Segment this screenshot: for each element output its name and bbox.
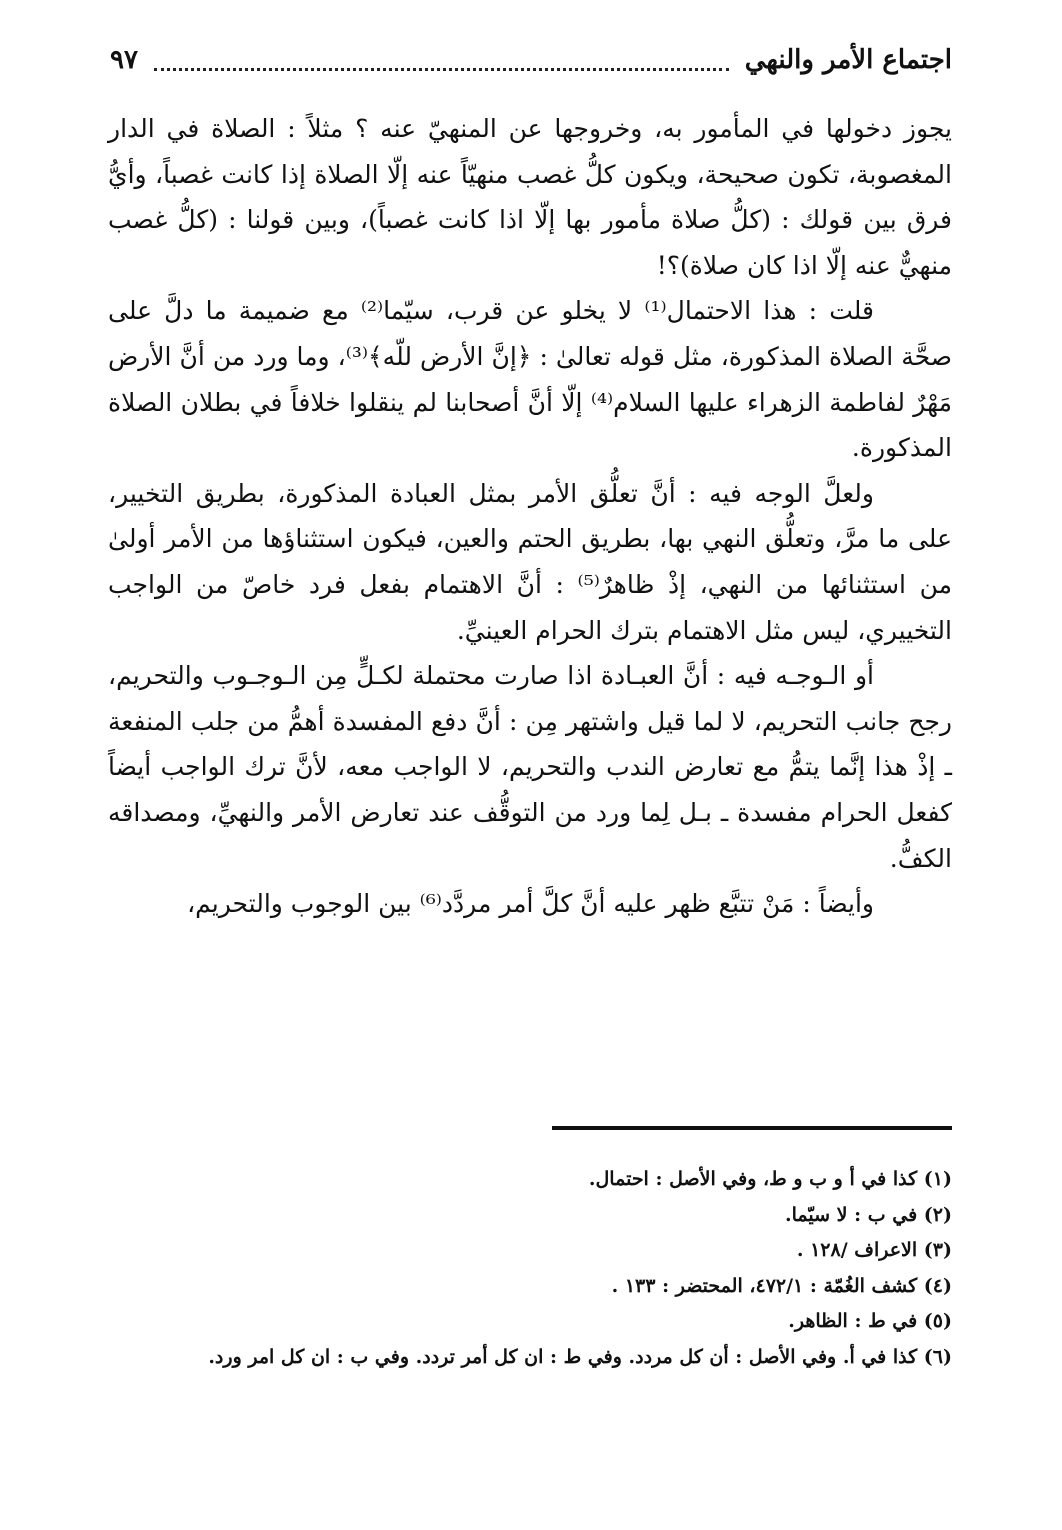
running-title: اجتماع الأمر والنهي xyxy=(744,45,952,75)
paragraph: أو الـوجـه فيه : أنَّ العبـادة اذا صارت محتملة لكـلٍّ مِن الـوجـوب والتحريم، رجح جانب التحريم، لا لما قيل واشتهر مِن : أنَّ دفع المفسدة أهمُّ من جلب المنفعة ـ إذْ هذا إنَّما يتمُّ مع تعارض الندب والتحريم، لا الواجب معه، لأنَّ ترك الواجب أيضاً كفعل الحرام مفسدة ـ بـل لِما ورد من التوقُّف عند تعارض الأمر والنهيِّ، ومصداقه الكفُّ. xyxy=(108,661,952,873)
paragraph: وأيضاً : مَنْ تتبَّع ظهر عليه أنَّ كلَّ أمر مردَّد⁽⁶⁾ بين الوجوب والتحريم، xyxy=(187,889,874,919)
main-text xyxy=(108,106,952,927)
footnote: (٣) الاعراف /١٢٨ . xyxy=(796,1239,952,1262)
footnote: (٦) كذا في أ. وفي الأصل : أن كل مردد. وفي ط : ان كل أمر تردد. وفي ب : ان كل امر ورد. xyxy=(208,1345,952,1368)
footnote: (٤) كشف الغُمّة : ٤٧٢/١، المحتضر : ١٣٣ . xyxy=(611,1274,952,1297)
footnote: (١) كذا في أ و ب و ط، وفي الأصل : احتمال. xyxy=(588,1168,952,1190)
footnote-separator xyxy=(552,1126,952,1130)
footnote: (٥) في ط : الظاهر. xyxy=(788,1310,952,1333)
paragraph: ولعلَّ الوجه فيه : أنَّ تعلُّق الأمر بمثل العبادة المذكورة، بطريق التخيير، على ما مرَّ، وتعلُّق النهي بها، بطريق الحتم والعين، فيكون استثناؤها من الأمر أولىٰ من استثنائها من النهي، إذْ ظاهرٌ⁽⁵⁾ : أنَّ الاهتمام بفعل فرد خاصّ من الواجب التخييري، ليس مثل الاهتمام بترك الحرام العينيِّ. xyxy=(108,478,952,645)
page-header xyxy=(110,40,952,80)
footnote: (٢) في ب : لا سيّما. xyxy=(785,1203,952,1226)
paragraph: قلت : هذا الاحتمال⁽¹⁾ لا يخلو عن قرب، سيّما⁽²⁾ مع ضميمة ما دلَّ على صحَّة الصلاة المذكورة، مثل قوله تعالىٰ : ﴿إنَّ الأرض للّه﴾⁽³⁾، وما ورد من أنَّ الأرض مَهْرٌ لفاطمة الزهراء عليها السلام⁽⁴⁾ إلّا أنَّ أصحابنا لم ينقلوا خلافاً في بطلان الصلاة المذكورة. xyxy=(108,296,952,463)
dotted-leader xyxy=(154,50,729,71)
footnotes xyxy=(108,1162,952,1376)
paragraph-continued: يجوز دخولها في المأمور به، وخروجها عن المنهيّ عنه ؟ مثلاً : الصلاة في الدار المغصوبة، تكون صحيحة، ويكون كلُّ غصب منهيّاً عنه إلّا الصلاة إذا كانت غصباً، وأيُّ فرق بين قولك : (كلُّ صلاة مأمور بها إلّا اذا كانت غصباً)، وبين قولنا : (كلُّ غصب منهيٌّ عنه إلّا اذا كان صلاة)؟! xyxy=(108,114,952,280)
page-number: ٩٧ xyxy=(110,45,138,75)
